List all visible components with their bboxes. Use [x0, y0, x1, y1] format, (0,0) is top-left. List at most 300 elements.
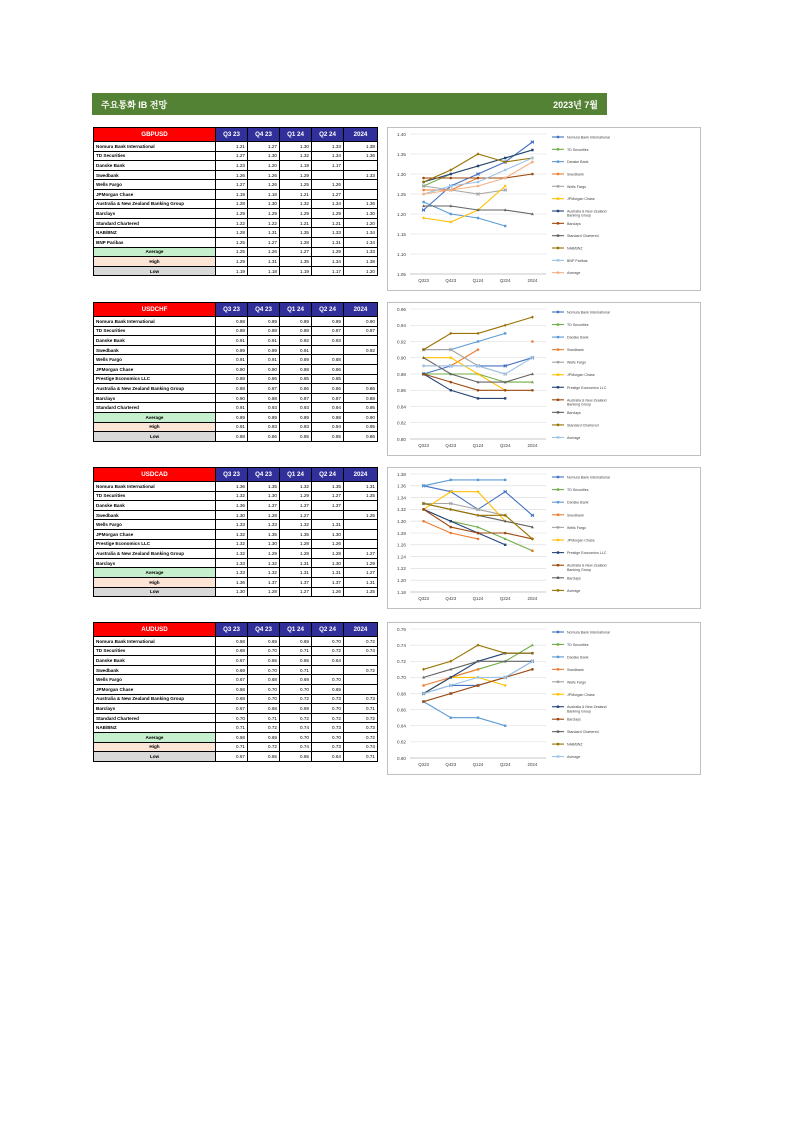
y-tick-label: 0.70	[397, 675, 406, 681]
forecast-value: 0.67	[216, 704, 248, 714]
average-row	[94, 412, 378, 422]
forecast-value: 0.71	[280, 665, 312, 675]
forecast-value: 1.30	[216, 510, 248, 520]
summary-value: 0.85	[312, 432, 344, 442]
data-point	[504, 189, 507, 192]
forecast-value: 0.71	[216, 723, 248, 733]
legend-marker	[557, 424, 559, 426]
legend-label: Barclays	[567, 576, 581, 581]
table-row	[94, 675, 378, 685]
forecast-value	[312, 510, 344, 520]
table-row	[94, 237, 378, 247]
forecast-value: 1.28	[280, 237, 312, 247]
forecast-value: 1.21	[216, 142, 248, 152]
legend-marker	[557, 539, 559, 541]
column-header: Q1 24	[280, 128, 312, 142]
forecast-value: 1.35	[248, 529, 280, 539]
forecast-value: 1.28	[280, 549, 312, 559]
summary-value: 1.32	[248, 568, 280, 578]
forecast-value: 0.92	[280, 336, 312, 346]
data-point	[477, 538, 480, 541]
table-row	[94, 520, 378, 530]
legend-label: Danske Bank	[567, 160, 589, 165]
legend-marker	[557, 436, 559, 438]
line-chart-usdcad	[387, 467, 701, 609]
legend-label: Wells Fargo	[567, 680, 587, 685]
forecast-value: 1.29	[280, 209, 312, 219]
legend-marker	[557, 411, 559, 413]
forecast-value: 1.35	[280, 228, 312, 238]
forecast-value: 0.70	[248, 646, 280, 656]
data-point	[476, 173, 479, 176]
line-chart-audusd	[387, 622, 701, 775]
summary-value: 0.72	[248, 742, 280, 752]
data-point	[450, 365, 452, 367]
forecast-value: 1.27	[248, 142, 280, 152]
forecast-value: 1.18	[248, 189, 280, 199]
legend-marker	[557, 222, 559, 224]
legend-label: Wells Fargo	[567, 525, 587, 530]
y-tick-label: 0.84	[397, 404, 406, 410]
y-tick-label: 1.20	[397, 578, 406, 583]
forecast-value: 1.22	[248, 218, 280, 228]
bank-name: Nomura Bank International	[94, 482, 216, 492]
forecast-value: 0.72	[248, 723, 280, 733]
forecast-value: 0.67	[216, 675, 248, 685]
forecast-value: 0.90	[216, 393, 248, 403]
table-header-row	[94, 303, 378, 317]
data-point	[477, 514, 480, 517]
forecast-value: 1.29	[344, 558, 378, 568]
forecast-table-gbpusd	[93, 127, 378, 276]
summary-value: 0.69	[248, 732, 280, 742]
x-tick-label: Q124	[472, 278, 484, 283]
y-tick-label: 0.60	[397, 755, 406, 761]
table-row	[94, 501, 378, 511]
forecast-value: 0.89	[280, 355, 312, 365]
data-point	[422, 668, 425, 671]
data-point	[477, 479, 479, 481]
low-row	[94, 432, 378, 442]
forecast-value: 0.65	[248, 656, 280, 666]
data-point	[450, 185, 452, 187]
summary-value: 1.37	[280, 577, 312, 587]
bank-name: Swedbank	[94, 345, 216, 355]
x-tick-label: Q423	[445, 596, 457, 601]
summary-value: 1.25	[344, 587, 378, 597]
data-point	[477, 716, 479, 718]
y-tick-label: 0.76	[397, 626, 406, 632]
table-row	[94, 374, 378, 384]
legend-marker	[557, 136, 559, 138]
forecast-value: 0.73	[312, 723, 344, 733]
summary-value: 1.36	[216, 577, 248, 587]
forecast-value	[344, 374, 378, 384]
forecast-table-usdchf	[93, 302, 378, 442]
data-point	[504, 177, 506, 179]
data-point	[422, 520, 425, 523]
legend-marker	[557, 271, 559, 273]
forecast-value: 0.93	[248, 403, 280, 413]
column-header: Q2 24	[312, 468, 344, 482]
data-point	[450, 692, 453, 695]
forecast-value: 1.28	[280, 539, 312, 549]
chart-svg	[388, 468, 700, 608]
forecast-value: 1.35	[248, 482, 280, 492]
forecast-value: 1.25	[280, 180, 312, 190]
table-row	[94, 704, 378, 714]
bank-name: TD Securities	[94, 491, 216, 501]
legend-label: Nomura Bank International	[567, 630, 610, 635]
data-point	[450, 389, 452, 391]
data-point	[422, 485, 424, 487]
data-point	[477, 684, 480, 687]
data-point	[477, 181, 479, 183]
legend-label: Barclays	[567, 717, 581, 722]
data-point	[449, 508, 452, 511]
data-point	[531, 161, 533, 163]
y-tick-label: 0.82	[397, 420, 406, 426]
bank-name: Nomura Bank International	[94, 637, 216, 647]
x-tick-label: 2024	[527, 278, 538, 283]
forecast-value: 0.70	[248, 684, 280, 694]
forecast-value: 1.17	[312, 161, 344, 171]
series-line	[424, 653, 533, 693]
x-tick-label: Q323	[418, 596, 429, 601]
column-header: 2024	[344, 623, 378, 637]
bank-name: Nomura Bank International	[94, 317, 216, 327]
summary-label: High	[94, 742, 216, 752]
summary-value: 0.90	[344, 412, 378, 422]
forecast-value: 1.32	[280, 482, 312, 492]
bank-name: Standard Chartered	[94, 713, 216, 723]
summary-value: 1.34	[312, 257, 344, 267]
y-tick-label: 1.10	[397, 251, 406, 257]
forecast-value: 0.86	[312, 384, 344, 394]
column-header: Q3 23	[216, 128, 248, 142]
data-point	[450, 676, 452, 678]
summary-value: 1.31	[280, 568, 312, 578]
data-point	[450, 526, 453, 529]
y-tick-label: 0.72	[397, 659, 406, 665]
data-point	[450, 716, 452, 718]
page-header	[92, 93, 607, 115]
legend-marker	[557, 706, 559, 708]
data-point	[504, 332, 506, 334]
column-header: Q2 24	[312, 303, 344, 317]
table-row	[94, 539, 378, 549]
data-point	[477, 348, 480, 351]
high-row	[94, 577, 378, 587]
legend-marker	[557, 210, 559, 212]
forecast-value: 0.68	[216, 684, 248, 694]
forecast-value: 0.74	[344, 646, 378, 656]
legend-marker	[557, 743, 559, 745]
forecast-value: 1.29	[280, 170, 312, 180]
summary-label: High	[94, 422, 216, 432]
data-point	[422, 201, 424, 203]
series-line	[424, 645, 533, 669]
bank-name: Australia & New Zealand Banking Group	[94, 549, 216, 559]
table-row	[94, 723, 378, 733]
data-point	[450, 479, 452, 481]
high-row	[94, 422, 378, 432]
currency-pair-label: AUDUSD	[94, 623, 216, 637]
column-header: Q4 23	[248, 623, 280, 637]
legend-label: NAB/BNZ	[567, 742, 583, 747]
forecast-value: 0.70	[216, 713, 248, 723]
forecast-value: 1.26	[312, 539, 344, 549]
table-row	[94, 317, 378, 327]
summary-label: High	[94, 577, 216, 587]
data-point	[504, 389, 507, 392]
legend-label: Average	[567, 755, 581, 760]
legend-label: Barclays	[567, 221, 581, 226]
summary-value: 1.20	[344, 266, 378, 276]
summary-value: 1.27	[280, 247, 312, 257]
x-tick-label: Q224	[499, 762, 511, 767]
y-tick-label: 0.90	[397, 355, 406, 361]
y-tick-label: 0.94	[397, 323, 406, 329]
forecast-value: 0.88	[216, 326, 248, 336]
summary-value: 1.38	[344, 257, 378, 267]
average-row	[94, 732, 378, 742]
data-point	[504, 544, 506, 546]
legend-marker	[557, 488, 559, 490]
bank-name: Barclays	[94, 558, 216, 568]
forecast-value: 0.90	[216, 364, 248, 374]
summary-value: 0.68	[216, 732, 248, 742]
forecast-value: 1.34	[312, 151, 344, 161]
forecast-value: 1.19	[280, 161, 312, 171]
summary-value: 1.19	[216, 266, 248, 276]
forecast-value: 1.30	[312, 558, 344, 568]
forecast-value: 1.30	[248, 491, 280, 501]
forecast-value: 1.31	[248, 228, 280, 238]
forecast-value: 0.72	[344, 665, 378, 675]
data-point	[531, 157, 533, 159]
legend-marker	[557, 185, 559, 187]
forecast-value: 0.88	[216, 317, 248, 327]
data-point	[449, 220, 452, 223]
summary-value: 0.89	[248, 412, 280, 422]
y-tick-label: 1.15	[397, 231, 406, 237]
legend-label: Standard Chartered	[567, 730, 599, 735]
forecast-value: 0.68	[216, 637, 248, 647]
summary-value: 0.71	[216, 742, 248, 752]
forecast-value: 1.33	[344, 170, 378, 180]
data-point	[504, 364, 507, 367]
summary-value: 0.95	[344, 422, 378, 432]
forecast-value: 1.33	[216, 558, 248, 568]
legend-marker	[557, 148, 559, 150]
table-row	[94, 209, 378, 219]
legend-marker	[557, 577, 559, 579]
table-row	[94, 529, 378, 539]
table-row	[94, 713, 378, 723]
summary-label: Average	[94, 732, 216, 742]
table-row	[94, 491, 378, 501]
data-point	[477, 676, 479, 678]
legend-label: TD Securities	[567, 323, 589, 328]
forecast-value: 1.33	[312, 142, 344, 152]
data-point	[531, 141, 534, 144]
data-point	[422, 216, 425, 219]
summary-value: 1.33	[216, 568, 248, 578]
forecast-value: 0.88	[248, 393, 280, 403]
high-row	[94, 742, 378, 752]
y-tick-label: 1.26	[397, 542, 406, 548]
y-tick-label: 0.64	[397, 723, 406, 729]
data-point	[422, 684, 425, 687]
column-header: Q4 23	[248, 303, 280, 317]
summary-value: 0.94	[312, 422, 344, 432]
legend-label: TD Securities	[567, 488, 589, 493]
forecast-value: 1.29	[248, 209, 280, 219]
chart-svg	[388, 623, 700, 774]
legend-marker	[557, 476, 559, 478]
forecast-value: 1.21	[280, 189, 312, 199]
forecast-value: 1.37	[312, 501, 344, 511]
y-tick-label: 1.25	[397, 191, 406, 197]
forecast-value: 1.32	[216, 491, 248, 501]
legend-marker	[557, 361, 559, 363]
forecast-value: 1.31	[344, 482, 378, 492]
forecast-value: 1.33	[248, 520, 280, 530]
legend-marker	[557, 514, 559, 516]
forecast-value: 1.34	[344, 237, 378, 247]
data-point	[422, 189, 425, 192]
page-date: 2023년 7월	[553, 99, 598, 110]
bank-name: Swedbank	[94, 170, 216, 180]
data-point	[504, 324, 507, 327]
legend-label: Swedbank	[567, 667, 584, 672]
forecast-value: 0.72	[280, 694, 312, 704]
forecast-value: 0.87	[248, 384, 280, 394]
table-row	[94, 355, 378, 365]
legend-marker	[557, 160, 559, 162]
data-point	[450, 520, 452, 522]
bank-name: NAB/BNZ	[94, 723, 216, 733]
legend-marker	[557, 693, 559, 695]
legend-label: Wells Fargo	[567, 360, 587, 365]
bank-name: Australia & New Zealand Banking Group	[94, 384, 216, 394]
forecast-value: 0.86	[344, 384, 378, 394]
bank-name: Wells Fargo	[94, 675, 216, 685]
forecast-value: 0.91	[216, 355, 248, 365]
column-header: Q3 23	[216, 623, 248, 637]
forecast-value: 1.32	[280, 151, 312, 161]
legend-marker	[557, 247, 559, 249]
data-point	[449, 502, 452, 505]
forecast-value: 0.73	[312, 694, 344, 704]
bank-name: Australia & New Zealand Banking Group	[94, 199, 216, 209]
x-tick-label: Q423	[445, 443, 457, 448]
legend-label: Standard Chartered	[567, 423, 599, 428]
table-header-row	[94, 623, 378, 637]
forecast-value: 0.70	[312, 637, 344, 647]
forecast-value: 1.36	[344, 199, 378, 209]
forecast-value: 0.73	[344, 723, 378, 733]
forecast-value: 1.25	[344, 491, 378, 501]
legend-label: JPMorgan Chase	[567, 373, 595, 378]
table-row	[94, 656, 378, 666]
table-row	[94, 403, 378, 413]
forecast-value	[344, 364, 378, 374]
forecast-value: 0.88	[344, 393, 378, 403]
bank-name: Prestige Economics LLC	[94, 374, 216, 384]
data-point	[531, 340, 534, 343]
table-row	[94, 170, 378, 180]
x-tick-label: Q224	[499, 278, 511, 283]
summary-value: 1.37	[312, 577, 344, 587]
forecast-value: 0.88	[280, 364, 312, 374]
forecast-value	[344, 520, 378, 530]
data-point	[422, 365, 424, 367]
legend-label: JPMorgan Chase	[567, 692, 595, 697]
y-tick-label: 0.74	[397, 642, 406, 648]
table-row	[94, 326, 378, 336]
legend-marker	[557, 656, 559, 658]
low-row	[94, 266, 378, 276]
forecast-value: 0.92	[344, 345, 378, 355]
bank-name: NAB/BNZ	[94, 228, 216, 238]
forecast-value	[344, 501, 378, 511]
forecast-value: 1.30	[248, 539, 280, 549]
data-point	[531, 668, 534, 671]
low-row	[94, 752, 378, 762]
forecast-value: 1.27	[216, 151, 248, 161]
forecast-value: 1.30	[248, 151, 280, 161]
bank-name: JPMorgan Chase	[94, 364, 216, 374]
legend-marker	[557, 643, 559, 645]
summary-value: 1.29	[216, 257, 248, 267]
bank-name: Danske Bank	[94, 656, 216, 666]
data-point	[531, 316, 534, 319]
y-tick-label: 0.80	[397, 436, 406, 442]
data-point	[477, 165, 479, 167]
y-tick-label: 0.66	[397, 707, 406, 713]
legend-marker	[557, 386, 559, 388]
forecast-value: 1.20	[344, 218, 378, 228]
forecast-value: 0.90	[344, 317, 378, 327]
table-row	[94, 199, 378, 209]
legend-label: Australia & New Zealand Banking Group	[567, 209, 607, 218]
forecast-value: 1.22	[216, 218, 248, 228]
forecast-value: 0.88	[312, 355, 344, 365]
forecast-value: 1.32	[248, 558, 280, 568]
forecast-value: 1.30	[248, 199, 280, 209]
forecast-value: 1.25	[216, 237, 248, 247]
x-tick-label: 2024	[527, 762, 538, 767]
data-point	[504, 676, 506, 678]
forecast-value: 0.85	[280, 374, 312, 384]
forecast-value: 1.23	[216, 161, 248, 171]
summary-value: 0.72	[344, 732, 378, 742]
forecast-value: 0.87	[312, 393, 344, 403]
table-row	[94, 646, 378, 656]
data-point	[477, 365, 479, 367]
series-line	[424, 702, 506, 726]
column-header: 2024	[344, 128, 378, 142]
bank-name: TD Securities	[94, 151, 216, 161]
legend-label: TD Securities	[567, 642, 589, 647]
legend-marker	[557, 718, 559, 720]
summary-value: 1.27	[280, 587, 312, 597]
data-point	[531, 173, 534, 176]
x-tick-label: 2024	[527, 443, 538, 448]
summary-label: High	[94, 257, 216, 267]
